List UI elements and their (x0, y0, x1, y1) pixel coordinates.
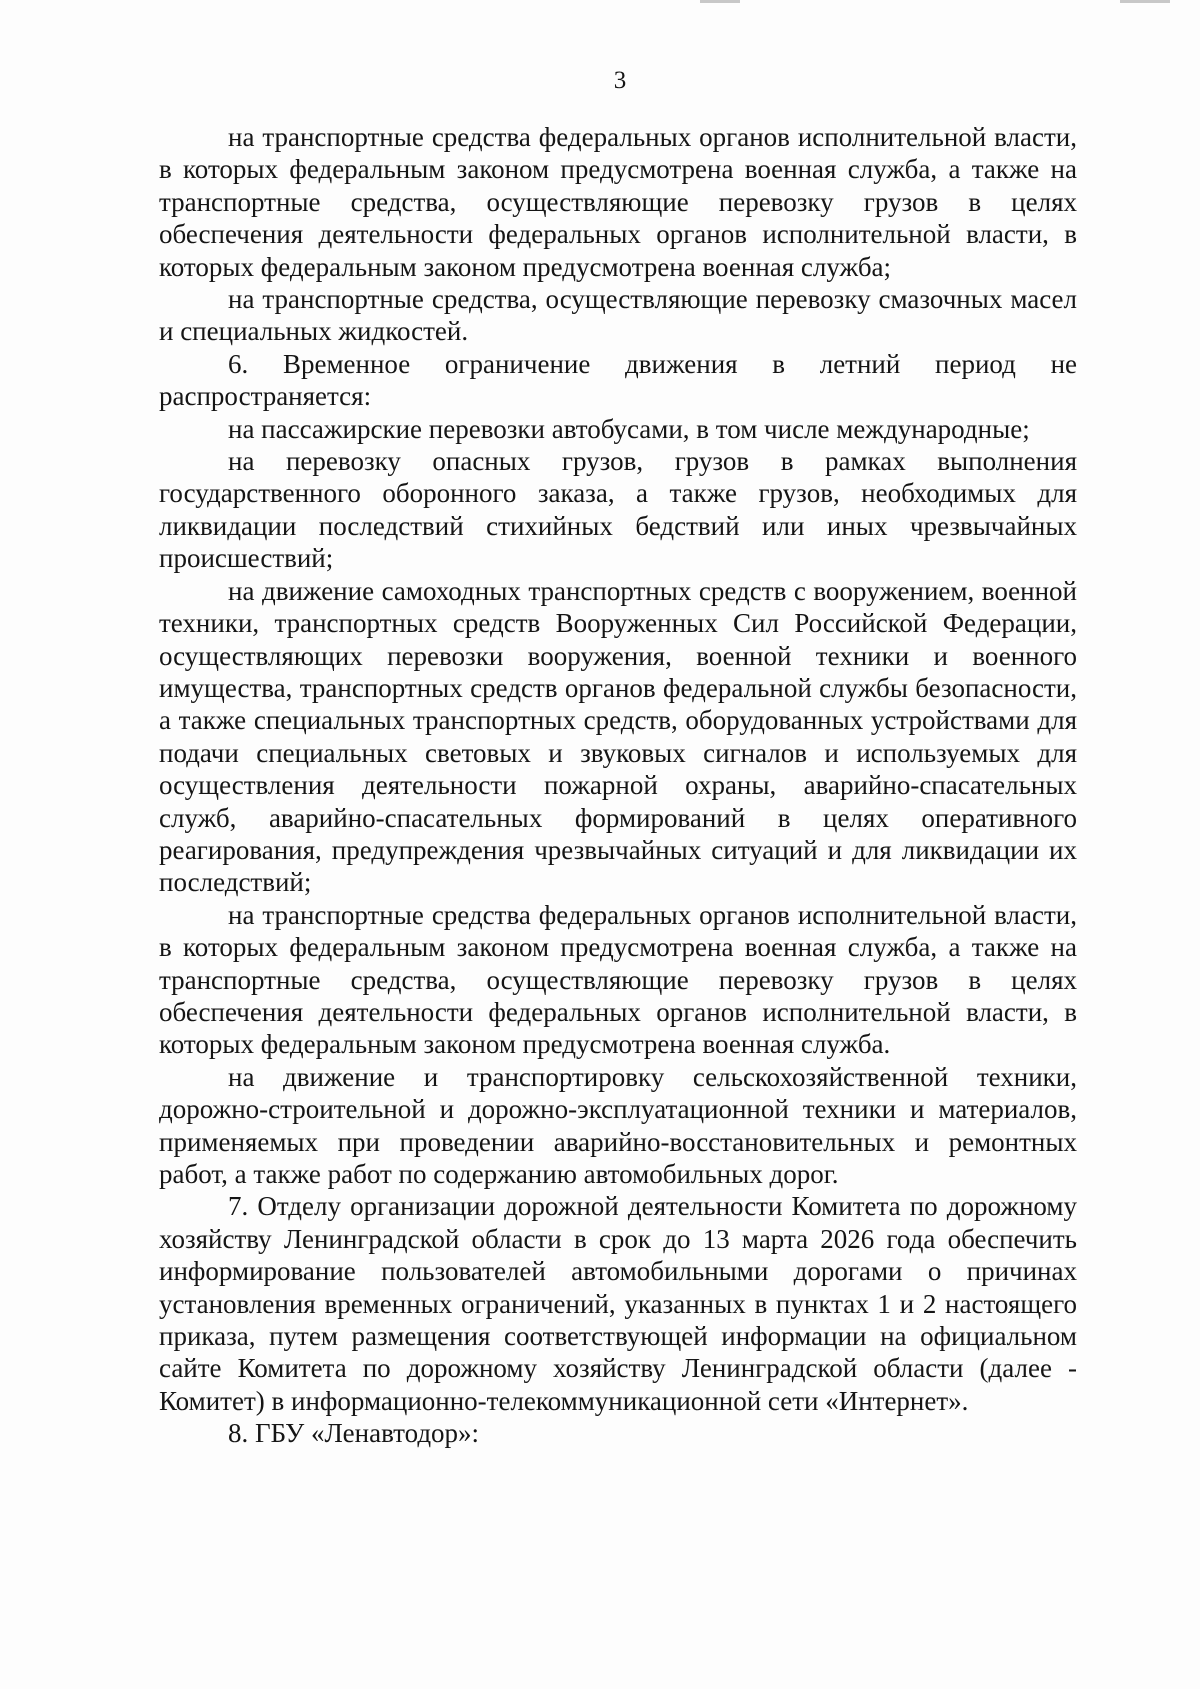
paragraph-dangerous-goods: на перевозку опасных грузов, грузов в рамках выполнения государственного оборонного заказа, а также грузов, необходимых для ликвидации последствий стихийных бедствий или иных чрезвычайных происшествий; (159, 446, 1077, 574)
page-number: 3 (613, 67, 627, 94)
scan-artifact (1120, 0, 1170, 3)
paragraph-lubricants: на транспортные средства, осуществляющие перевозку смазочных масел и специальных жидкостей. (159, 284, 1077, 347)
paragraph-agricultural-road: на движение и транспортировку сельскохозяйственной техники, дорожно-строительной и дорожно-эксплуатационной техники и материалов, применяемых при проведении аварийно-восстановительных и ремонтных работ, а также работ по содержанию автомобильных дорог. (159, 1061, 1077, 1189)
paragraph-item-6: 6. Временное ограничение движения в летний период не распространяется: (159, 348, 1077, 412)
paragraph-item-8: 8. ГБУ «Ленавтодор»: (228, 1418, 480, 1449)
paragraph-military-special: на движение самоходных транспортных средств с вооружением, военной техники, транспортных средств Вооруженных Сил Российской Федерации, осуществляющих перевозки вооружения, военной техники и военного имущества, транспортных средств органов федеральной службы безопасности, а также специальных транспортных средств, оборудованных устройствами для подачи специальных световых и звуковых сигналов и используемых для осуществления деятельности пожарной охраны, аварийно-спасательных служб, аварийно-спасательных формирований в целях оперативного реагирования, предупреждения чрезвычайных ситуаций и для ликвидации их последствий; (159, 575, 1077, 898)
document-body (159, 121, 1077, 1450)
paragraph-federal-vehicles-2: на транспортные средства федеральных органов исполнительной власти, в которых федеральным законом предусмотрена военная служба, а также на транспортные средства, осуществляющие перевозку грузов в целях обеспечения деятельности федеральных органов исполнительной власти, в которых федеральным законом предусмотрена военная служба. (159, 899, 1077, 1060)
paragraph-federal-vehicles: на транспортные средства федеральных органов исполнительной власти, в которых федеральным законом предусмотрена военная служба, а также на транспортные средства, осуществляющие перевозку грузов в целях обеспечения деятельности федеральных органов исполнительной власти, в которых федеральным законом предусмотрена военная служба; (159, 122, 1077, 282)
paragraph-bus-transport: на пассажирские перевозки автобусами, в том числе международные; (228, 413, 1030, 444)
paragraph-item-7: 7. Отделу организации дорожной деятельности Комитета по дорожному хозяйству Ленинградской области в срок до 13 марта 2026 года обеспечить информирование пользователей автомобильными дорогами о причинах установления временных ограничений, указанных в пунктах 1 и 2 настоящего приказа, путем размещения соответствующей информации на официальном сайте Комитета по дорожному хозяйству Ленинградской области (далее - Комитет) в информационно-телекоммуникационной сети «Интернет». (159, 1191, 1077, 1416)
scan-artifact (700, 0, 740, 3)
